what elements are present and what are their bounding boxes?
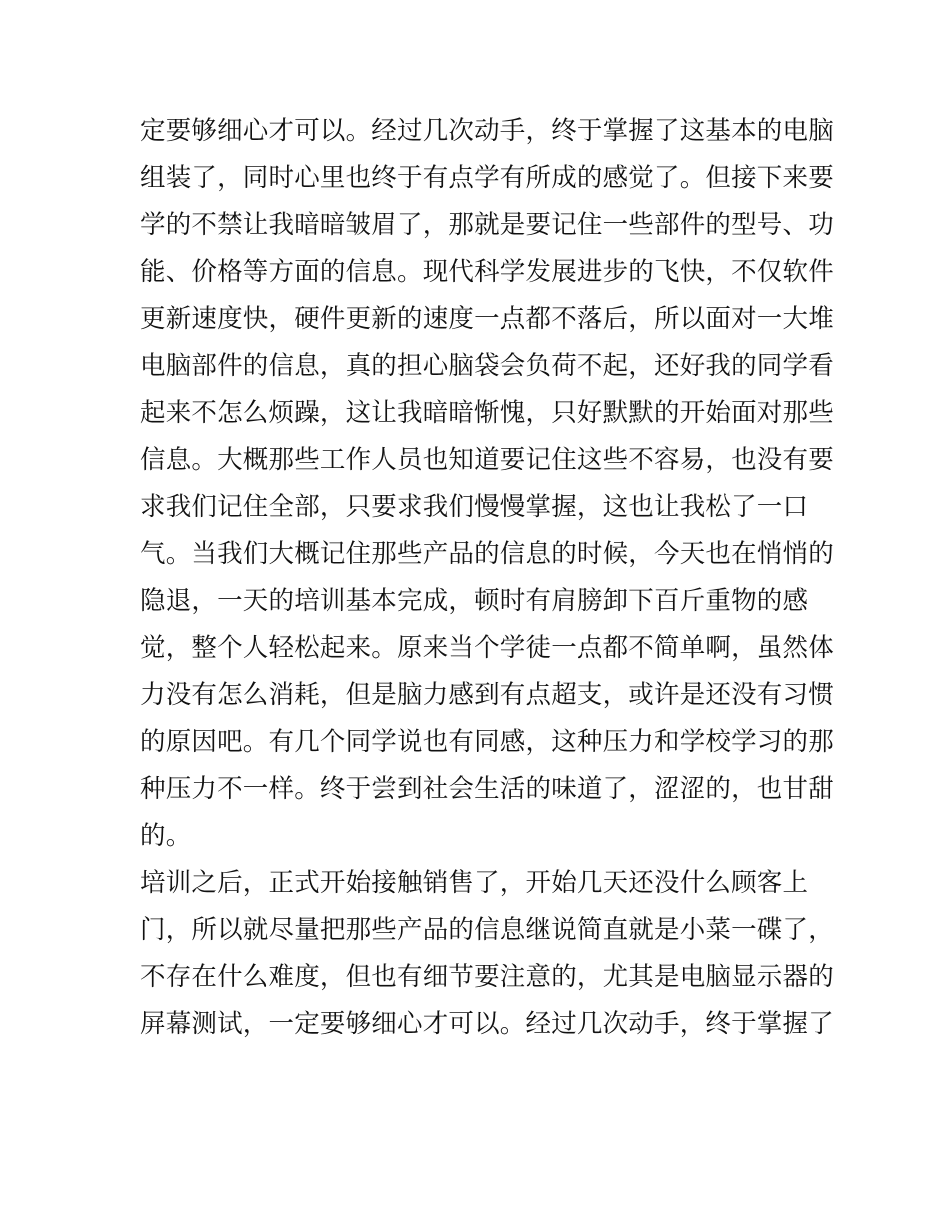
text-line-18: 门，所以就尽量把那些产品的信息继说简直就是小菜一碟了， bbox=[140, 915, 834, 945]
text-line-6: 电脑部件的信息，真的担心脑袋会负荷不起，还好我的同学看 bbox=[140, 351, 834, 381]
text-line-16: 的。 bbox=[140, 821, 192, 851]
text-line-3: 学的不禁让我暗暗皱眉了，那就是要记住一些部件的型号、功 bbox=[140, 210, 834, 240]
text-line-12: 觉，整个人轻松起来。原来当个学徒一点都不简单啊，虽然体 bbox=[140, 633, 834, 663]
text-line-1: 定要够细心才可以。经过几次动手，终于掌握了这基本的电脑 bbox=[140, 116, 834, 146]
text-line-19: 不存在什么难度，但也有细节要注意的，尤其是电脑显示器的 bbox=[140, 962, 834, 992]
document-body bbox=[140, 108, 834, 1048]
text-line-2: 组装了，同时心里也终于有点学有所成的感觉了。但接下来要 bbox=[140, 163, 834, 193]
text-line-17: 培训之后，正式开始接触销售了，开始几天还没什么顾客上 bbox=[140, 868, 809, 898]
text-line-4: 能、价格等方面的信息。现代科学发展进步的飞快，不仅软件 bbox=[140, 257, 834, 287]
text-line-5: 更新速度快，硬件更新的速度一点都不落后，所以面对一大堆 bbox=[140, 304, 834, 334]
text-line-13: 力没有怎么消耗，但是脑力感到有点超支，或许是还没有习惯 bbox=[140, 680, 834, 710]
text-line-9: 求我们记住全部，只要求我们慢慢掌握，这也让我松了一口 bbox=[140, 492, 809, 522]
text-line-15: 种压力不一样。终于尝到社会生活的味道了，涩涩的，也甘甜 bbox=[140, 774, 834, 804]
text-line-8: 信息。大概那些工作人员也知道要记住这些不容易，也没有要 bbox=[140, 445, 834, 475]
text-line-20: 屏幕测试，一定要够细心才可以。经过几次动手，终于掌握了 bbox=[140, 1009, 834, 1039]
text-line-14: 的原因吧。有几个同学说也有同感，这种压力和学校学习的那 bbox=[140, 727, 834, 757]
text-line-10: 气。当我们大概记住那些产品的信息的时候，今天也在悄悄的 bbox=[140, 539, 834, 569]
text-line-11: 隐退，一天的培训基本完成，顿时有肩膀卸下百斤重物的感 bbox=[140, 586, 809, 616]
text-line-7: 起来不怎么烦躁，这让我暗暗惭愧，只好默默的开始面对那些 bbox=[140, 398, 834, 428]
